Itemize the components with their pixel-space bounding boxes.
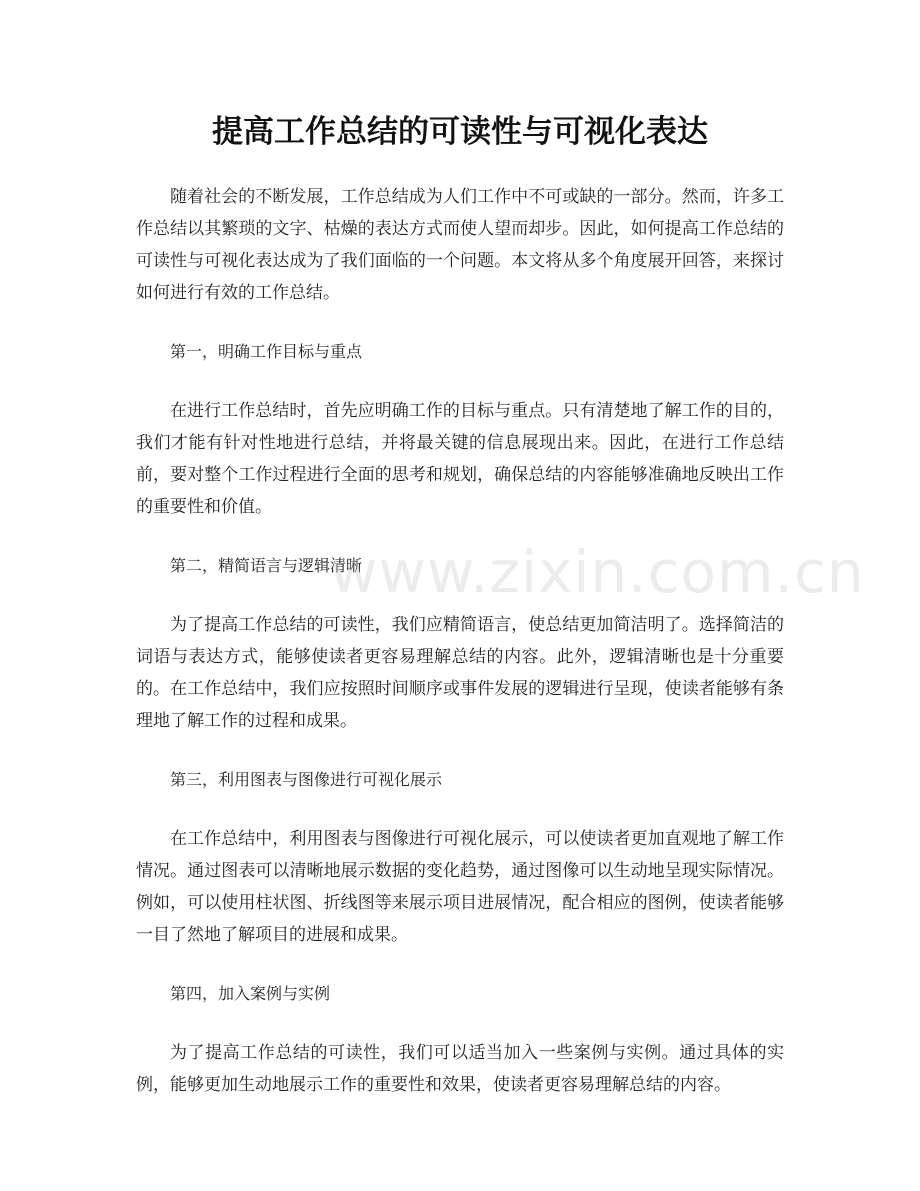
document-title: 提高工作总结的可读性与可视化表达 — [212, 114, 708, 150]
section-heading-3: 第三，利用图表与图像进行可视化展示 — [170, 770, 443, 789]
intro-paragraph: 随着社会的不断发展，工作总结成为人们工作中不可或缺的一部分。然而，许多工作总结以其繁琐的文字、枯燥的表达方式而使人望而却步。因此，如何提高工作总结的可读性与可视化表达成为了我们面临的一个问题。本文将从多个角度展开回答，来探讨如何进行有效的工作总结。 — [136, 187, 784, 303]
document-body — [136, 181, 784, 1128]
section-body-1: 在进行工作总结时，首先应明确工作的目标与重点。只有清楚地了解工作的目的，我们才能有针对性地进行总结，并将最关键的信息展现出来。因此，在进行工作总结前，要对整个工作过程进行全面的思考和规划，确保总结的内容能够准确地反映出工作的重要性和价值。 — [136, 401, 784, 517]
watermark: www.zixin.com.cn — [330, 538, 865, 606]
section-heading-1: 第一，明确工作目标与重点 — [170, 342, 363, 361]
section-heading-4: 第四，加入案例与实例 — [170, 984, 331, 1003]
section-body-3: 在工作总结中，利用图表与图像进行可视化展示，可以使读者更加直观地了解工作情况。通过图表可以清晰地展示数据的变化趋势，通过图像可以生动地呈现实际情况。例如，可以使用柱状图、折线图等来展示项目进展情况，配合相应的图例，使读者能够一目了然地了解项目的进展和成果。 — [136, 829, 784, 945]
section-body-4: 为了提高工作总结的可读性，我们可以适当加入一些案例与实例。通过具体的实例，能够更加生动地展示工作的重要性和效果，使读者更容易理解总结的内容。 — [136, 1043, 784, 1095]
section-body-2: 为了提高工作总结的可读性，我们应精简语言，使总结更加简洁明了。选择简洁的词语与表达方式，能够使读者更容易理解总结的内容。此外，逻辑清晰也是十分重要的。在工作总结中，我们应按照时间顺序或事件发展的逻辑进行呈现，使读者能够有条理地了解工作的过程和成果。 — [136, 615, 784, 731]
section-heading-2: 第二，精简语言与逻辑清晰 — [170, 556, 363, 575]
